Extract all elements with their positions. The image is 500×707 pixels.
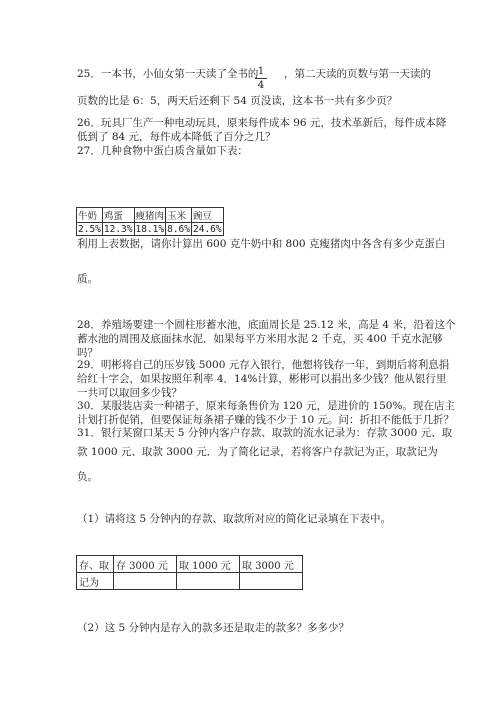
transaction-table (76, 555, 303, 590)
transaction-answer-cell[interactable] (114, 573, 177, 590)
transaction-table-header: 存 3000 元 (114, 556, 177, 573)
q25-line2: 页数的比是 6：5，两天后还剩下 54 页没读，这本书一共有多少页？ (77, 95, 398, 107)
q26-line1: 26．玩具厂生产一种电动玩具，原来每件成本 96 元，技术革新后，每件成本降 (77, 117, 447, 129)
protein-table-cell: 12.3% (103, 223, 133, 235)
protein-table-cell: 18.1% (135, 223, 165, 235)
protein-table-header: 豌豆 (192, 208, 224, 223)
protein-table-value-row (77, 223, 224, 236)
protein-table-header: 牛奶 (77, 208, 103, 223)
q30-line1: 30．某服装店卖一种裙子，原来每条售价为 120 元，是进价的 150%。现在店主 (77, 400, 455, 412)
q25-line1a: 25．一本书，小仙女第一天读了全书的 (77, 68, 259, 80)
protein-table-header: 玉米 (166, 208, 192, 223)
fraction-numerator: 1 (257, 65, 265, 77)
transaction-table-record-row (77, 573, 303, 590)
q27-line1: 27．几种食物中蛋白质含量如下表： (77, 145, 248, 157)
protein-table-cell: 8.6% (167, 223, 190, 235)
q30-line2: 计划打折促销，但要保证每条裙子赚的钱不少于 10 元。问：折扣不能低于几折？ (77, 414, 455, 426)
protein-table-header-row (77, 208, 224, 223)
transaction-table-header: 取 3000 元 (240, 556, 303, 573)
q26-line2: 低到了 84 元，每件成本降低了百分之几？ (77, 131, 276, 143)
fraction-one-quarter (255, 66, 267, 91)
transaction-answer-cell[interactable] (240, 573, 303, 590)
q29-line2: 给红十字会，如果按照年利率 4．14%计算，彬彬可以捐出多少钱？他从银行里 (77, 373, 447, 385)
q27-line3: 质。 (77, 273, 98, 285)
q31-line1: 31．银行某窗口某天 5 分钟内客户存款、取款的流水记录为：存款 3000 元、取 (77, 427, 453, 439)
transaction-table-header: 存、取 (77, 556, 114, 573)
q31-line2: 款 1000 元、取款 3000 元．为了简化记录，若将客户存款记为正，取款记为 (77, 446, 438, 458)
q27-line2: 利用上表数据，请你计算出 600 克牛奶中和 800 克瘦猪肉中各含有多少克蛋白 (77, 238, 446, 250)
transaction-table-header-row (77, 556, 303, 573)
q31-sub1: （1）请将这 5 分钟内的存款、取款所对应的简化记录填在下表中。 (77, 513, 392, 525)
protein-table-header: 鸡蛋 (102, 208, 134, 223)
protein-table-cell: 24.6% (193, 223, 222, 235)
protein-table-header: 瘦猪肉 (134, 208, 166, 223)
transaction-table-header: 取 1000 元 (177, 556, 240, 573)
q29-line3: 一共可以取回多少钱？ (77, 387, 182, 399)
protein-table (76, 207, 224, 236)
protein-table-cell: 2.5% (78, 223, 101, 235)
transaction-answer-cell[interactable] (177, 573, 240, 590)
q31-line3: 负。 (77, 471, 98, 483)
q28-line1: 28．养殖场要建一个圆柱形蓄水池，底面周长是 25.12 米，高是 4 米，沿着这个 (77, 319, 456, 331)
q28-line3: 吗？ (77, 347, 98, 359)
q28-line2: 蓄水池的周围及底面抹水泥．如果每平方米用水泥 2 千克，买 400 千克水泥够 (77, 333, 443, 345)
q25-line1b: ，第二天读的页数与第一天读的 (284, 68, 431, 80)
q29-line1: 29．明彬将自己的压岁钱 5000 元存入银行，他想将钱存一年，到期后将利息捐 (77, 359, 450, 371)
transaction-row-label: 记为 (77, 573, 114, 590)
fraction-denominator: 4 (257, 79, 265, 91)
q31-sub2: （2）这 5 分钟内是存入的款多还是取走的款多？多多少？ (77, 622, 350, 634)
